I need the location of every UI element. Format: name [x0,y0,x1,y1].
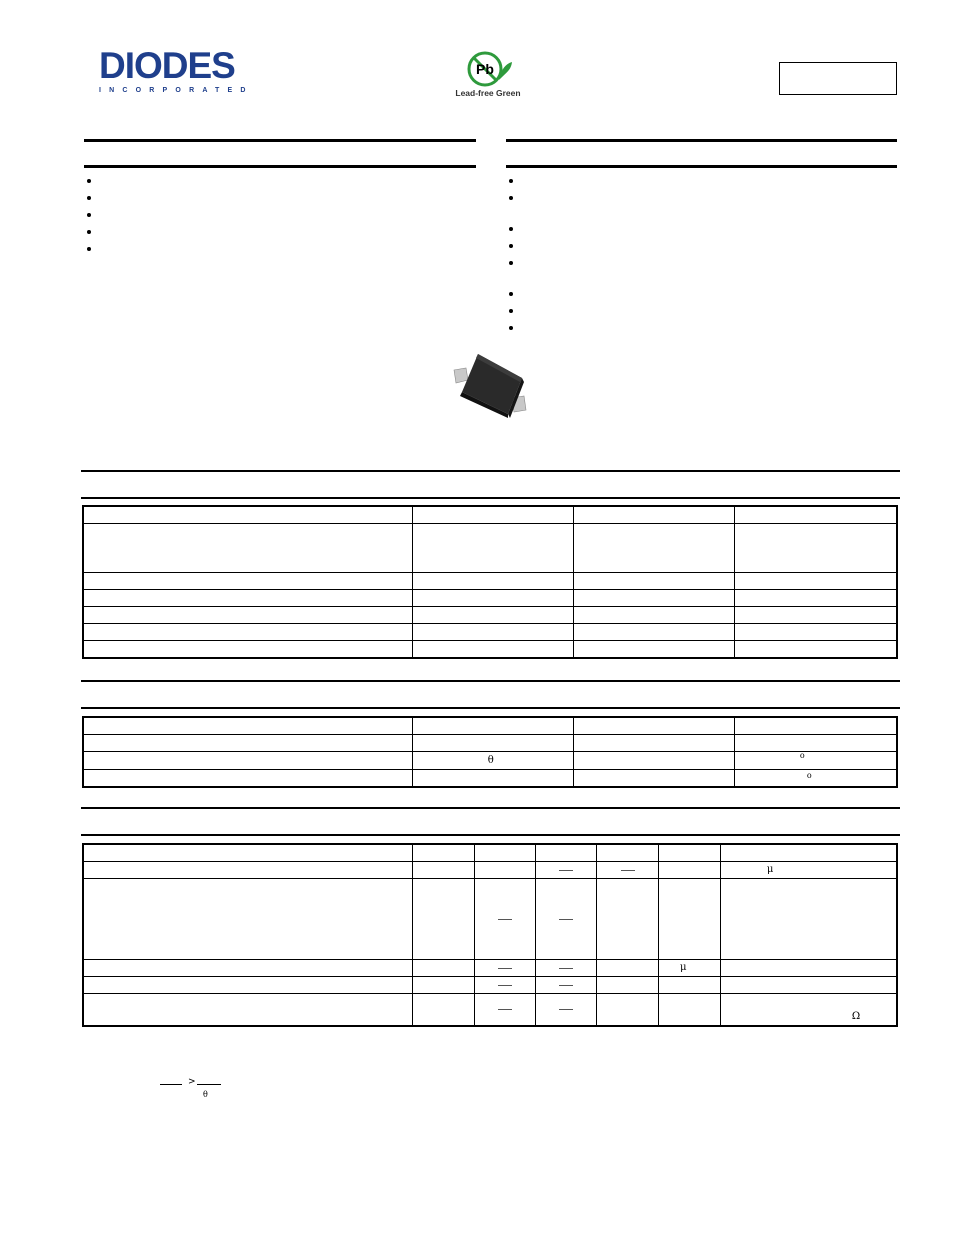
footnote-formula [160,1077,230,1101]
dash-mark [498,1009,512,1010]
max-ratings-header-bottom [81,497,900,499]
list-item [509,193,517,201]
theta-symbol: θ [487,754,494,766]
table-row [83,959,897,976]
table-row [83,976,897,993]
table-row [83,861,897,878]
features-header-bottom [84,165,476,168]
dash-mark [498,968,512,969]
dash-mark [559,1009,573,1010]
max-ratings-header-top [81,470,900,472]
table-row [83,769,897,787]
list-item [87,227,95,235]
table-header-row [83,844,897,861]
thermal-header-top [81,680,900,682]
greater-than-symbol: > [188,1077,196,1087]
list-item [509,306,517,314]
degree-symbol: o [799,750,805,760]
lead-free-caption: Lead-free Green [455,88,521,98]
brand-subtitle: INCORPORATED [99,87,254,94]
table-row [83,734,897,751]
sod-523-package-image [448,350,530,422]
thermal-table [82,716,898,788]
dash-mark [498,985,512,986]
table-row [83,623,897,640]
list-item [87,176,95,184]
brand-name: DIODES [99,45,235,86]
table-row [83,523,897,572]
dash-mark [559,919,573,920]
list-item [87,210,95,218]
degree-symbol: o [806,770,812,780]
mechanical-header-top [506,139,897,142]
dash-mark [559,870,573,871]
list-item [509,224,517,232]
table-row [83,993,897,1026]
dash-mark [559,968,573,969]
lead-free-icon [452,50,524,100]
fraction-bar [160,1084,182,1085]
electrical-table [82,843,898,1027]
badge-symbol: Pb [476,61,494,77]
list-item [509,258,517,266]
dash-mark [621,870,635,871]
micro-symbol: μ [766,863,774,875]
dash-mark [559,985,573,986]
part-number-box [779,62,897,95]
diodes-logo [99,45,269,96]
list-item [87,244,95,252]
list-item [509,176,517,184]
ohm-symbol: Ω [851,1010,861,1022]
list-item [509,289,517,297]
table-row [83,751,897,769]
table-row [83,606,897,623]
list-item [509,241,517,249]
pb-circle-icon [463,50,513,88]
dash-mark [498,919,512,920]
fraction-bar [197,1084,221,1085]
thermal-header-bottom [81,707,900,709]
table-row [83,640,897,658]
table-row [83,589,897,606]
max-ratings-table [82,505,898,659]
list-item [87,193,95,201]
table-header-row [83,717,897,734]
table-header-row [83,506,897,523]
list-item [509,323,517,331]
mechanical-header-bottom [506,165,897,168]
theta-symbol: θ [203,1090,208,1099]
table-row [83,878,897,959]
features-header-top [84,139,476,142]
electrical-header-top [81,807,900,809]
electrical-header-bottom [81,834,900,836]
micro-symbol: μ [680,961,687,973]
table-row [83,572,897,589]
